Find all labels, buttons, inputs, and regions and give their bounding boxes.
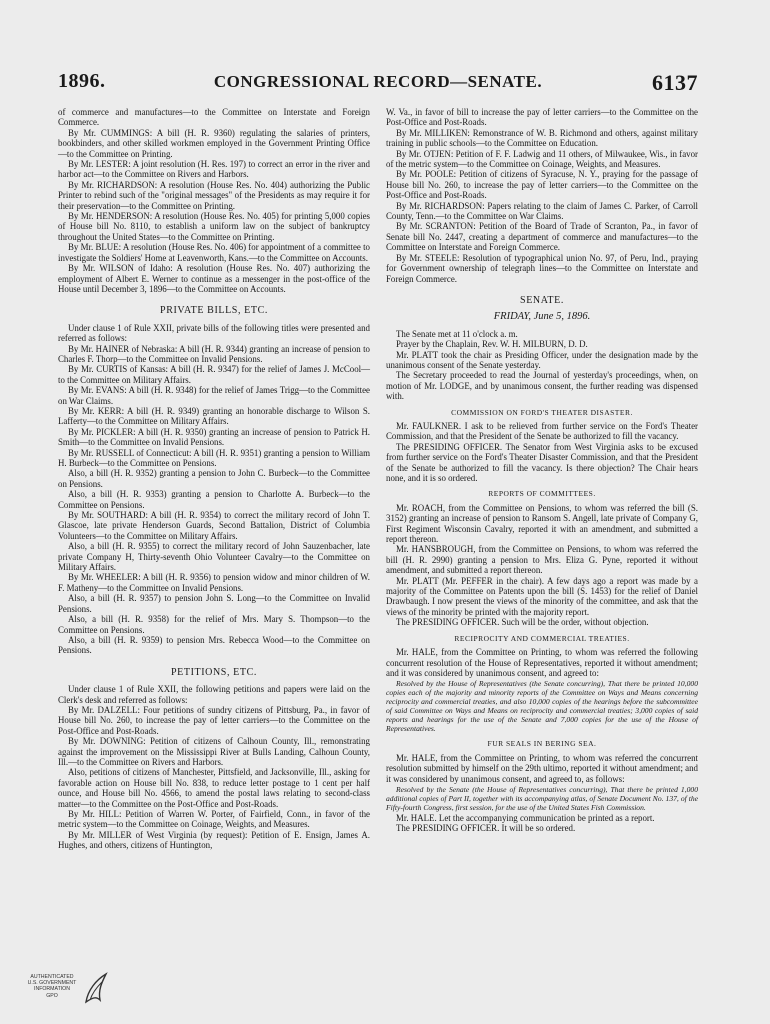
paragraph: By Mr. RICHARDSON: A resolution (House Res. No. 404) authorizing the Public Printer to rebind such of the "original messages" of the Presidents as may require it for their preservation—to the Committee on Printing. <box>58 179 370 211</box>
reports-list <box>386 503 698 628</box>
eagle-logo-icon <box>82 970 110 1010</box>
paragraph: By Mr. OTJEN: Petition of F. F. Ladwig and 11 others, of Milwaukee, Wis., in favor of the metric system—to the Committee on Coinage, Weights, and Measures. <box>386 148 698 170</box>
paragraph: By Mr. DOWNING: Petition of citizens of Calhoun County, Ill., remonstrating against the improvement on the Mississippi River at Bulls Landing, Calhoun County, Ill.—to the Committee on Rivers and Harbors. <box>58 736 370 767</box>
paragraph: The Secretary proceeded to read the Journal of yesterday's proceedings, when, on motion of Mr. LODGE, and by unanimous consent, the further reading was dispensed with. <box>386 370 698 402</box>
paragraph: By Mr. RICHARDSON: Papers relating to the claim of James C. Parker, of Carroll County, Tenn.—to the Committee on War Claims. <box>386 200 698 222</box>
page-header <box>58 70 698 98</box>
reciprocity-list <box>386 647 698 678</box>
paragraph: By Mr. HILL: Petition of Warren W. Porter, of Fairfield, Conn., in favor of the metric system—to the Committee on Coinage, Weights, and Measures. <box>58 809 370 830</box>
paragraph: By Mr. WHEELER: A bill (H. R. 9356) to pension widow and minor children of W. F. Matheny—to the Committee on Invalid Pensions. <box>58 572 370 593</box>
paragraph: By Mr. LESTER: A joint resolution (H. Res. 197) to correct an error in the river and harbor act—to the Committee on Rivers and Harbors. <box>58 159 370 180</box>
fur-heading: FUR SEALS IN BERING SEA. <box>487 739 597 749</box>
paragraph: By Mr. MILLIKEN: Remonstrance of W. B. Richmond and others, against military training in public schools—to the Committee on Education. <box>386 127 698 149</box>
paragraph: Mr. FAULKNER. I ask to be relieved from further service on the Ford's Theater Commission, and that the President of the Senate be authorized to fill the vacancy. <box>386 420 698 442</box>
left-intro <box>58 107 370 294</box>
fur-resolution: Resolved by the Senate (the House of Representatives concurring), That there be printed 1,000 additional copies of Part II, together with its accompanying atlas, of Senate Document No. 137, of the Fifty-fourth Congress, first session, for the use of the United States Fish Commission. <box>386 784 698 812</box>
paragraph: By Mr. POOLE: Petition of citizens of Syracuse, N. Y., praying for the passage of House bill No. 260, to increase the pay of letter carriers—to the Committee on the Post-Office and Post-Roads. <box>386 169 698 201</box>
senate-list <box>386 329 698 402</box>
paragraph: The PRESIDING OFFICER. It will be so ordered. <box>396 823 576 834</box>
paragraph: Also, a bill (H. R. 9358) for the relief of Mrs. Mary S. Thompson—to the Committee on Pensions. <box>58 614 370 635</box>
ford-list <box>386 421 698 483</box>
fur-closing <box>386 813 698 834</box>
stamp-line: AUTHENTICATED <box>30 974 74 980</box>
senate-heading: SENATE. <box>520 294 564 306</box>
paragraph: By Mr. HAINER of Nebraska: A bill (H. R. 9344) granting an increase of pension to Charles F. Thorp—to the Committee on Invalid Pensions. <box>58 343 370 364</box>
paragraph: Mr. HANSBROUGH, from the Committee on Pensions, to whom was referred the bill (H. R. 2990) granting a pension to Mrs. Eliza G. Pyne, reported it without amendment, and submitted a report thereon. <box>386 544 698 576</box>
paragraph: Mr. HALE. Let the accompanying communication be printed as a report. <box>396 812 655 823</box>
paragraph: The Senate met at 11 o'clock a. m. <box>396 328 518 339</box>
gpo-authentication-stamp <box>22 968 112 1014</box>
paragraph: The PRESIDING OFFICER. Such will be the order, without objection. <box>396 617 649 628</box>
paragraph: Under clause 1 of Rule XXII, private bills of the following titles were presented and referred as follows: <box>58 322 370 344</box>
reciprocity-heading: RECIPROCITY AND COMMERCIAL TREATIES. <box>454 633 630 643</box>
header-page-number: 6137 <box>652 70 698 95</box>
right-column <box>386 107 698 834</box>
paragraph: By Mr. RUSSELL of Connecticut: A bill (H. R. 9351) granting a pension to William H. Burbeck—to the Committee on Pensions. <box>58 447 370 468</box>
private-bills-list <box>58 323 370 656</box>
right-intro <box>386 107 698 284</box>
paragraph: W. Va., in favor of bill to increase the pay of letter carriers—to the Committee on the Post-Office and Post-Roads. <box>386 107 698 128</box>
paragraph: Mr. PLATT (Mr. PEFFER in the chair). A few days ago a report was made by a majority of the Committee on Patents upon the bill (S. 1453) for the relief of Daniel Drawbaugh. I now present the views of the minority of the committee, and ask that the views of the minority be printed with the majority report. <box>386 575 698 617</box>
paragraph: Also, a bill (H. R. 9357) to pension John S. Long—to the Committee on Invalid Pensions. <box>58 593 370 614</box>
header-title: CONGRESSIONAL RECORD—SENATE. <box>213 72 543 91</box>
paragraph: of commerce and manufactures—to the Committee on Interstate and Foreign Commerce. <box>58 107 370 128</box>
paragraph: By Mr. EVANS: A bill (H. R. 9348) for the relief of James Trigg—to the Committee on War Claims. <box>58 385 370 406</box>
header-year: 1896. <box>58 70 106 92</box>
paragraph: By Mr. CURTIS of Kansas: A bill (H. R. 9347) for the relief of James J. McCool—to the Committee on Military Affairs. <box>58 364 370 385</box>
paragraph: Also, a bill (H. R. 9353) granting a pension to Charlotte A. Burbeck—to the Committee on Pensions. <box>58 489 370 510</box>
paragraph: By Mr. KERR: A bill (H. R. 9349) granting an honorable discharge to Wilson S. Lafferty—to the Committee on Military Affairs. <box>58 405 370 427</box>
stamp-line: INFORMATION <box>34 986 70 993</box>
paragraph: Mr. PLATT took the chair as Presiding Officer, under the designation made by the unanimous consent of the Senate yesterday. <box>386 349 698 370</box>
petitions-heading: PETITIONS, ETC. <box>171 666 257 678</box>
paragraph: Mr. HALE, from the Committee on Printing, to whom was referred the following concurrent resolution of the House of Representatives, reported it without amendment; and it was considered by unanimous consent, and agreed to: <box>386 647 698 678</box>
senate-date: FRIDAY, June 5, 1896. <box>493 311 591 323</box>
paragraph: By Mr. MILLER of West Virginia (by request): Petition of E. Ensign, James A. Hughes, and others, citizens of Huntington, <box>58 829 370 851</box>
petitions-list <box>58 684 370 851</box>
stamp-line: U.S. GOVERNMENT <box>27 980 77 987</box>
paragraph: Also, a bill (H. R. 9355) to correct the military record of John Sauzenbacher, late private Company H, Thirty-seventh Ohio Volunteer Cavalry—to the Committee on Military Affairs. <box>58 541 370 573</box>
paragraph: By Mr. STEELE: Resolution of typographical union No. 97, of Peru, Ind., praying for Government ownership of telegraph lines—to the Committee on Interstate and Foreign Commerce. <box>386 252 698 284</box>
paragraph: By Mr. WILSON of Idaho: A resolution (House Res. No. 407) authorizing the employment of Albert E. Werner to continue as a messenger in the post-office of the House until December 3, 1896—to the Committee on Accounts. <box>58 263 370 294</box>
paragraph: Also, petitions of citizens of Manchester, Pittsfield, and Jacksonville, Ill., asking for favorable action on House bill No. 838, to reduce letter postage to 1 cent per half ounce, and House bill No. 4566, to amend the postal laws relating to second-class matter—to the Committee on the Post-Office and Post-Roads. <box>58 767 370 809</box>
paragraph: By Mr. SOUTHARD: A bill (H. R. 9354) to correct the military record of John T. Glascoe, late private Henderson Guards, Second Battalion, District of Columbia Volunteers—to the Committee on Military Affairs. <box>58 510 370 541</box>
paragraph: Under clause 1 of Rule XXII, the following petitions and papers were laid on the Clerk's desk and referred as follows: <box>58 684 370 705</box>
paragraph: By Mr. HENDERSON: A resolution (House Res. No. 405) for printing 5,000 copies of House bill No. 8110, to establish a uniform law on the subject of bankruptcy throughout the United States—to the Committee on Printing. <box>58 211 370 242</box>
paragraph: Mr. ROACH, from the Committee on Pensions, to whom was referred the bill (S. 3152) granting an increase of pension to Ransom S. Angell, late private of Company G, First Regiment Wisconsin Cavalry, reported it with an amendment, and submitted a report thereon. <box>386 502 698 545</box>
reports-heading: REPORTS OF COMMITTEES. <box>488 489 596 499</box>
paragraph: Also, a bill (H. R. 9352) granting a pension to John C. Burbeck—to the Committee on Pensions. <box>58 468 370 489</box>
paragraph: Also, a bill (H. R. 9359) to pension Mrs. Rebecca Wood—to the Committee on Pensions. <box>58 634 370 656</box>
paragraph: By Mr. DALZELL: Four petitions of sundry citizens of Pittsburg, Pa., in favor of House bill No. 260, to increase the pay of letter carriers—to the Committee on the Post-Office and Post-Roads. <box>58 704 370 736</box>
stamp-text <box>22 974 82 999</box>
paragraph: By Mr. SCRANTON: Petition of the Board of Trade of Scranton, Pa., in favor of Senate bill No. 2447, creating a department of commerce and manufactures—to the Committee on Interstate and Foreign Commerce. <box>386 221 698 253</box>
paragraph: By Mr. PICKLER: A bill (H. R. 9350) granting an increase of pension to Patrick H. Smith—to the Committee on Invalid Pensions. <box>58 426 370 448</box>
paragraph: By Mr. CUMMINGS: A bill (H. R. 9360) regulating the salaries of printers, bookbinders, and other skilled workmen employed in the Government Printing Office—to the Committee on Printing. <box>58 127 370 159</box>
reciprocity-resolution: Resolved by the House of Representatives (the Senate concurring), That there be printed 10,000 copies each of the majority and minority reports of the Committee on Ways and Means concerning reciprocity and commercial treaties, and also 10,000 copies of the hearings before the subcommittee of said Committee on Ways and Means on reciprocity and commercial treaties; 3,000 copies of said reports and hearings for the use of the Senate and 7,000 copies for the use of the House of Representatives. <box>386 679 698 734</box>
paragraph: The PRESIDING OFFICER. The Senator from West Virginia asks to be excused from further service on the Ford's Theater Disaster Commission, and that the President of the Senate be authorized to fill the vacancy. Is there objection? The Chair hears none, and it is so ordered. <box>386 441 698 483</box>
paragraph: Prayer by the Chaplain, Rev. W. H. MILBURN, D. D. <box>396 339 588 350</box>
paragraph: By Mr. BLUE: A resolution (House Res. No. 406) for appointment of a committee to investigate the Soldiers' Home at Leavenworth, Kans.—to the Committee on Accounts. <box>58 242 370 263</box>
fur-list <box>386 753 698 784</box>
paragraph: Mr. HALE, from the Committee on Printing, to whom was referred the concurrent resolution submitted by himself on the 29th ultimo, reported it without amendment; and it was considered by unanimous consent, and agreed to, as follows: <box>386 752 698 784</box>
ford-heading: COMMISSION ON FORD'S THEATER DISASTER. <box>451 407 633 417</box>
left-column <box>58 107 370 851</box>
private-bills-heading: PRIVATE BILLS, ETC. <box>160 305 268 317</box>
stamp-line: GPO <box>46 992 58 999</box>
